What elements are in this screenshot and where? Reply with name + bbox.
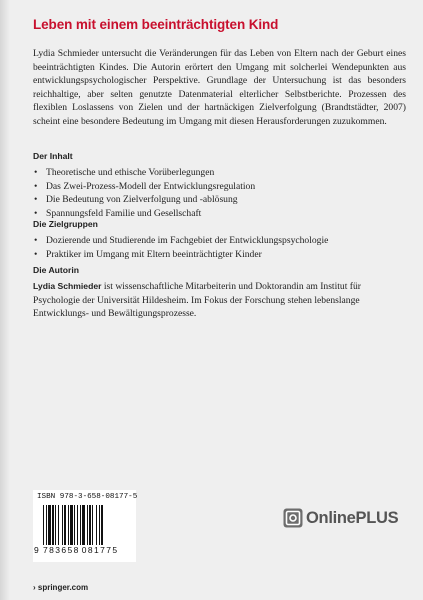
- intro-paragraph: Lydia Schmieder untersucht die Veränderungen für das Leben von Eltern nach der Geburt eines beeinträchtigten Kindes. Die Autorin erörtert den Umgang mit solcherlei Wendepunkten aus entwicklungspsychologischer Perspektive. Grundlage der Untersuchung ist das besonders reichhaltige, aber selten genutzte Datenmaterial elterlicher Selbstberichte. Prozessen des flexiblen Loslassens von Zielen und der hartnäckigen Zielverfolgung (Brandtstädter, 2007) scheint eine besondere Bedeutung im Umgang mit diesen Herausforderungen zuzukommen.: [33, 48, 406, 127]
- barcode-bar: [58, 505, 59, 545]
- list-item: • Praktiker im Umgang mit Eltern beeinträchtigter Kinder: [34, 248, 262, 260]
- barcode-bar: [82, 505, 85, 545]
- section-heading: Die Zielgruppen: [33, 219, 98, 229]
- barcode-bar: [74, 505, 75, 545]
- bullet-icon: •: [34, 180, 38, 192]
- section-heading: Die Autorin: [33, 265, 79, 275]
- barcode-bar: [96, 505, 97, 545]
- barcode-bar: [43, 505, 44, 545]
- barcode-bars: [43, 505, 131, 547]
- bullet-icon: •: [34, 248, 38, 260]
- barcode-bar: [70, 505, 73, 545]
- author-bio: [33, 280, 406, 321]
- barcode-digit-group: 783658: [43, 545, 80, 555]
- bullet-icon: •: [34, 194, 38, 206]
- isbn-barcode: [33, 490, 136, 562]
- audience-list: [33, 234, 406, 261]
- barcode-bar: [52, 505, 54, 545]
- cover-title: Leben mit einem beeinträchtigten Kind: [33, 17, 279, 32]
- list-item: • Dozierende und Studierende im Fachgebiet der Entwicklungspsychologie: [34, 235, 329, 246]
- barcode-digit-first: 9: [34, 545, 39, 555]
- online-plus-icon: [283, 508, 303, 528]
- list-item: • Die Bedeutung von Zielverfolgung und -ablösung: [34, 194, 238, 206]
- barcode-bar: [77, 505, 78, 545]
- section-autorin: [33, 265, 406, 321]
- barcode-bar: [99, 505, 100, 545]
- barcode-bar: [46, 505, 47, 545]
- barcode-bar: [92, 505, 93, 545]
- barcode-bar: [68, 505, 69, 545]
- bullet-icon: •: [34, 167, 38, 178]
- bullet-icon: •: [34, 207, 38, 219]
- online-plus-text: OnlinePLUS: [306, 508, 399, 527]
- barcode-bar: [80, 505, 81, 545]
- barcode-bar: [55, 505, 56, 545]
- author-name: Lydia Schmieder: [33, 281, 102, 291]
- bullet-icon: •: [34, 235, 38, 246]
- barcode-bar: [64, 505, 66, 545]
- isbn-label: ISBN 978-3-658-08177-5: [37, 493, 138, 501]
- section-heading: Der Inhalt: [33, 151, 73, 161]
- barcode-bar: [89, 505, 91, 545]
- author-description: ist wissenschaftliche Mitarbeiterin und Doktorandin am Institut für Psychologie der Universität Hildesheim. Im Fokus der Forschung stehen lebenslange Entwicklungs- und Bewältigungsprozesse.: [33, 281, 361, 320]
- section-inhalt: [33, 151, 406, 220]
- barcode-bar: [101, 505, 103, 545]
- online-plus-logo: [283, 508, 398, 528]
- barcode-bar: [48, 505, 51, 545]
- list-item: • Spannungsfeld Familie und Gesellschaft: [34, 207, 202, 219]
- barcode-digit-group: 081775: [81, 545, 119, 555]
- section-zielgruppen: [33, 219, 406, 261]
- publisher-link[interactable]: › springer.com: [33, 583, 89, 592]
- list-item: • Das Zwei-Prozess-Modell der Entwicklungsregulation: [34, 180, 256, 192]
- barcode-digits: [34, 545, 136, 555]
- barcode-bar: [62, 505, 63, 545]
- barcode-bar: [87, 505, 88, 545]
- list-item: • Theoretische und ethische Vorüberlegungen: [34, 167, 215, 178]
- contents-list: [33, 166, 406, 220]
